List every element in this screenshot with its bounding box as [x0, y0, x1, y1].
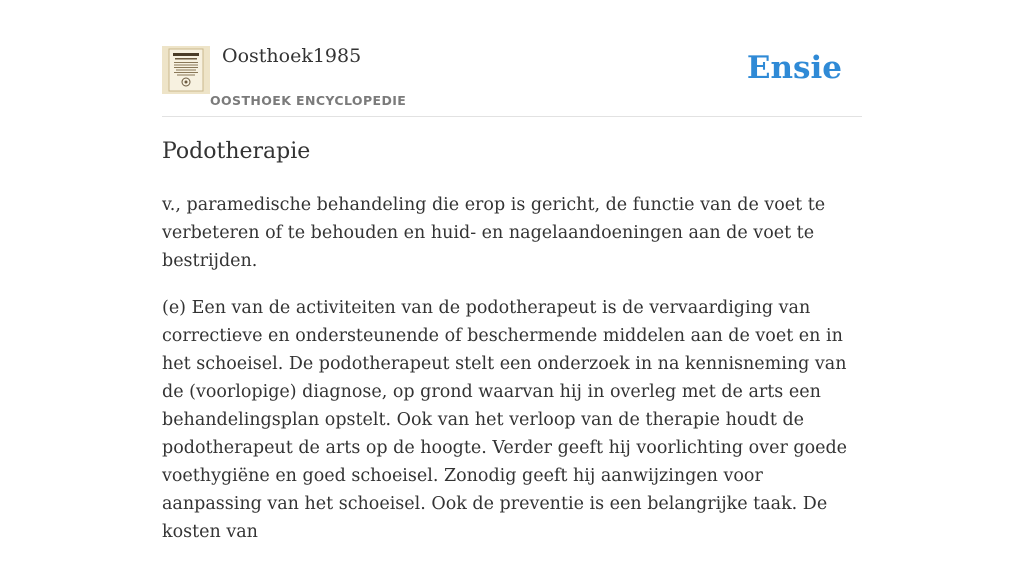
brand-logo-link[interactable]: Ensie [746, 50, 842, 86]
article-body [162, 191, 862, 565]
encyclopedia-title-page-icon [162, 46, 210, 94]
author-link[interactable]: Oosthoek1985 [222, 45, 362, 67]
article-paragraph: v., paramedische behandeling die erop is gericht, de functie van de voet te verbeteren of te behouden en huid- en nagelaandoeningen aan de voet te bestrijden. [162, 195, 826, 271]
article-title: Podotherapie [162, 139, 311, 164]
source-link[interactable]: OOSTHOEK ENCYCLOPEDIE [210, 93, 407, 108]
avatar[interactable] [162, 46, 210, 94]
header [162, 40, 862, 117]
article-paragraph: (e) Een van de activiteiten van de podotherapeut is de vervaardiging van correctieve en ondersteunende of beschermende middelen aan de voet en in het schoeisel. De podotherapeut stelt een onderzoek in na kennisneming van de (voorlopige) diagnose, op grond waarvan hij in overleg met de arts een behandelingsplan opstelt. Ook van het verloop van de therapie houdt de podotherapeut de arts op de hoogte. Verder geeft hij voorlichting over goede voethygiëne en goed schoeisel. Zonodig geeft hij aanwijzingen voor aanpassing van het schoeisel. Ook de preventie is een belangrijke taak. De kosten van [162, 298, 848, 542]
